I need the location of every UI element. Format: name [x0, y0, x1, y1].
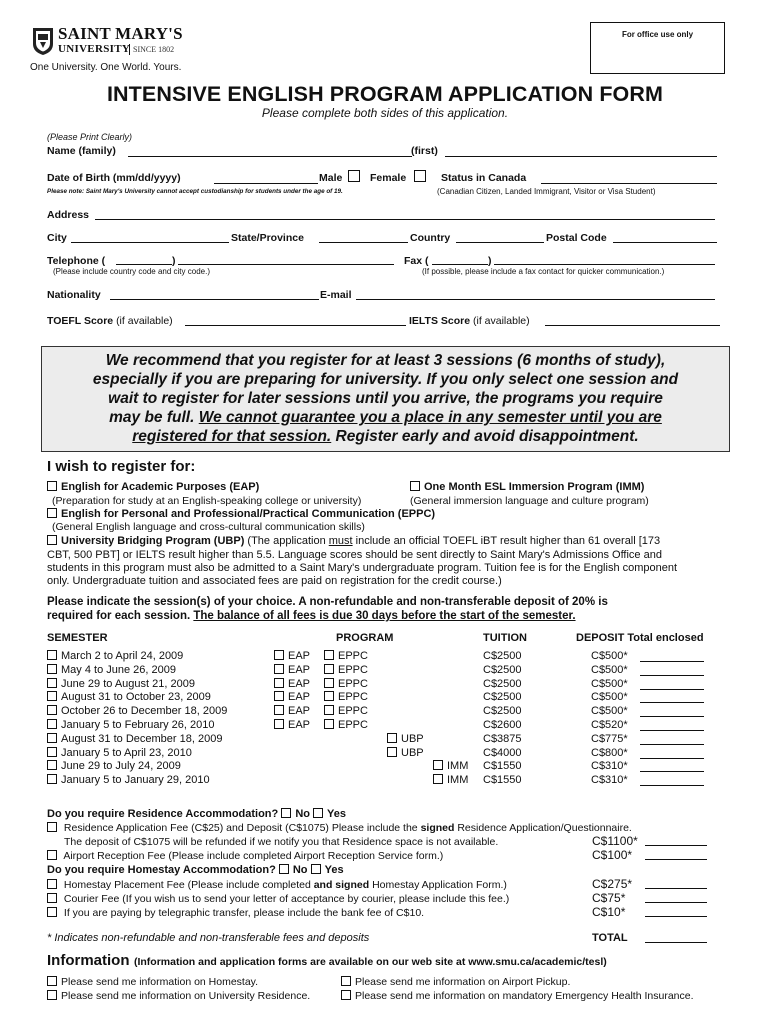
homestay-placement-option[interactable] [47, 879, 507, 891]
session-row-5-eap[interactable] [274, 719, 310, 731]
session-row-3-deposit-label: C$500* [591, 691, 628, 703]
office-use-label: For office use only [621, 30, 694, 39]
residence-fee-signed: signed [420, 822, 455, 834]
col-tuition: TUITION [483, 632, 527, 644]
session-row-2-semester-checkbox[interactable] [47, 678, 57, 688]
session-row-3-eap-checkbox[interactable] [274, 691, 284, 701]
session-row-9-total-field[interactable] [640, 785, 704, 786]
airport-info-checkbox[interactable] [341, 976, 351, 986]
session-row-1-semester-checkbox[interactable] [47, 664, 57, 674]
session-row-9-semester[interactable] [47, 774, 210, 786]
ubp-desc-line-3: students in this program must also be admitted to a Saint Mary's undergraduate program. Tuition fee is for the English component [47, 562, 678, 574]
session-row-1-eap-checkbox[interactable] [274, 664, 284, 674]
state-label: State/Province [231, 232, 304, 244]
session-row-3-total-field[interactable] [640, 702, 704, 703]
residence-no-label: No [295, 808, 314, 820]
dob-label: Date of Birth (mm/dd/yyyy) [47, 172, 181, 184]
session-row-8-tuition [483, 760, 522, 772]
session-row-4-deposit [591, 705, 628, 717]
health-info-label: Please send me information on mandatory Emergency Health Insurance. [355, 990, 694, 1002]
session-row-1-eppc[interactable] [324, 664, 368, 676]
session-row-0-tuition-label: C$2500 [483, 650, 522, 662]
nationality-field[interactable] [110, 299, 319, 300]
telephone-field[interactable] [178, 264, 394, 265]
eap-option[interactable] [47, 481, 259, 493]
session-row-1-eppc-checkbox[interactable] [324, 664, 334, 674]
imm-label: One Month ESL Immersion Program [424, 481, 613, 493]
session-row-5-eppc-label: EPPC [338, 719, 368, 731]
logo-university: UNIVERSITY [58, 43, 131, 55]
session-row-1-tuition-label: C$2500 [483, 664, 522, 676]
status-label: Status in Canada [441, 172, 527, 184]
airport-reception-option[interactable] [47, 850, 443, 862]
eppc-checkbox[interactable] [47, 508, 57, 518]
homestay-question [47, 864, 344, 876]
session-row-5-tuition [483, 719, 522, 731]
col-program: PROGRAM [336, 632, 394, 644]
session-row-1-semester-label: May 4 to June 26, 2009 [61, 664, 176, 676]
address-field[interactable] [95, 219, 715, 220]
session-row-3-eppc-checkbox[interactable] [324, 691, 334, 701]
session-row-5-eppc-checkbox[interactable] [324, 719, 334, 729]
session-row-5-semester-checkbox[interactable] [47, 719, 57, 729]
information-heading: Information [47, 952, 130, 969]
session-row-7-deposit-label: C$800* [591, 747, 628, 759]
session-row-6-tuition-label: C$3875 [483, 733, 522, 745]
session-row-2-deposit [591, 678, 628, 690]
session-row-5-eap-label: EAP [288, 719, 311, 731]
session-row-9-deposit [591, 774, 628, 786]
session-row-8-semester-label: June 29 to July 24, 2009 [61, 760, 181, 772]
session-row-4-tuition [483, 705, 522, 717]
session-row-9-semester-checkbox[interactable] [47, 774, 57, 784]
session-row-1-total-field[interactable] [640, 675, 704, 676]
session-row-2-semester-label: June 29 to August 21, 2009 [61, 678, 195, 690]
session-row-5-deposit-label: C$520* [591, 719, 628, 731]
session-row-2-eppc-checkbox[interactable] [324, 678, 334, 688]
residence-fee-option[interactable] [47, 822, 632, 834]
homestay-info-checkbox[interactable] [47, 976, 57, 986]
courier-label: Courier Fee (If you wish us to send your letter of acceptance by courier, please include this fee.) [63, 893, 510, 905]
session-row-0-tuition [483, 650, 522, 662]
session-row-4-eppc-checkbox[interactable] [324, 705, 334, 715]
session-row-7-semester-label: January 5 to April 23, 2010 [61, 747, 192, 759]
toefl-if-available: (if available) [116, 315, 173, 327]
wire-label: If you are paying by telegraphic transfer, please include the bank fee of C$10. [63, 907, 425, 919]
session-row-8-semester[interactable] [47, 760, 181, 772]
logo-divider [129, 44, 131, 55]
residence-question [47, 808, 346, 820]
session-row-1-deposit-label: C$500* [591, 664, 628, 676]
residence-fee-total-field[interactable] [645, 845, 707, 846]
session-row-8-tuition-label: C$1550 [483, 760, 522, 772]
postal-field[interactable] [613, 242, 717, 243]
session-row-5-eap-checkbox[interactable] [274, 719, 284, 729]
imm-desc: (General immersion language and culture program) [410, 495, 649, 507]
logo-saint: SAINT MARY'S [58, 24, 183, 43]
ielts-field[interactable] [545, 325, 720, 326]
session-row-6-semester[interactable] [47, 733, 222, 745]
airport-reception-total-field[interactable] [645, 859, 707, 860]
session-row-8-total-field[interactable] [640, 771, 704, 772]
health-info-checkbox[interactable] [341, 990, 351, 1000]
session-row-1-semester[interactable] [47, 664, 176, 676]
session-row-5-tuition-label: C$2600 [483, 719, 522, 731]
session-row-7-deposit [591, 747, 628, 759]
residence-fee-checkbox[interactable] [47, 822, 57, 832]
airport-reception-checkbox[interactable] [47, 850, 57, 860]
session-row-3-eppc[interactable] [324, 691, 368, 703]
country-label: Country [410, 232, 451, 244]
session-row-2-semester[interactable] [47, 678, 195, 690]
total-field[interactable] [645, 942, 707, 943]
session-row-0-semester[interactable] [47, 650, 183, 662]
status-field[interactable] [541, 183, 717, 184]
session-row-4-eap-checkbox[interactable] [274, 705, 284, 715]
toefl-label: TOEFL Score [47, 315, 114, 327]
session-row-0-deposit-label: C$500* [591, 650, 628, 662]
telephone-note: (Please include country code and city code.) [53, 267, 210, 276]
eppc-desc: (General English language and cross-cultural communication skills) [52, 521, 365, 533]
session-row-8-imm[interactable] [433, 760, 468, 772]
airport-reception-label: Airport Reception Fee (Please include completed Airport Reception Service form.) [63, 850, 444, 862]
ubp-desc-b: include an official TOEFL iBT result higher than 61 overall [173 [352, 535, 661, 547]
session-row-3-deposit [591, 691, 628, 703]
session-row-7-ubp-label: UBP [401, 747, 424, 759]
session-row-4-semester[interactable] [47, 705, 227, 717]
session-row-9-semester-label: January 5 to January 29, 2010 [61, 774, 210, 786]
homestay-no-label: No [292, 864, 311, 876]
session-row-3-eap-label: EAP [288, 691, 311, 703]
eppc-option[interactable] [47, 508, 435, 520]
rec-line-5a: registered for that session. [132, 428, 332, 445]
session-row-0-deposit [591, 650, 628, 662]
residence-q-text: Do you require Residence Accommodation? [47, 808, 282, 820]
wire-total-field[interactable] [645, 916, 707, 917]
session-row-2-eppc-label: EPPC [338, 678, 368, 690]
wire-checkbox[interactable] [47, 907, 57, 917]
session-row-3-tuition-label: C$2500 [483, 691, 522, 703]
form-title: INTENSIVE ENGLISH PROGRAM APPLICATION FORM [106, 82, 664, 106]
courier-amount: C$75* [592, 891, 626, 905]
session-row-0-eap-checkbox[interactable] [274, 650, 284, 660]
ielts-label-group [409, 315, 530, 327]
residence-yes-label: Yes [327, 808, 347, 820]
fax-label: Fax ( [404, 255, 429, 267]
telephone-area-field[interactable] [116, 264, 172, 265]
session-row-6-semester-label: August 31 to December 18, 2009 [61, 733, 223, 745]
eap-checkbox[interactable] [47, 481, 57, 491]
session-row-0-eap-label: EAP [288, 650, 311, 662]
session-row-7-semester-checkbox[interactable] [47, 747, 57, 757]
sessions-intro-2a: required for each session. [47, 610, 194, 622]
sessions-intro-2 [47, 610, 576, 622]
residence-no-checkbox[interactable] [281, 808, 291, 818]
homestay-placement-c: Homestay Application Form.) [369, 879, 507, 891]
email-field[interactable] [356, 299, 715, 300]
homestay-info-label: Please send me information on Homestay. [61, 976, 259, 988]
session-row-9-imm[interactable] [433, 774, 468, 786]
session-row-0-eppc-checkbox[interactable] [324, 650, 334, 660]
airport-info-option[interactable] [341, 976, 570, 988]
session-row-6-ubp-label: UBP [401, 733, 424, 745]
office-use-box [590, 22, 725, 74]
ubp-desc-line-2: CBT, 500 PBT] or IELTS result higher than 5.5. Language scores should be sent directly to Saint Mary's Admissions Office and [47, 549, 662, 561]
ubp-must: must [328, 535, 353, 547]
homestay-yes-checkbox[interactable] [311, 864, 321, 874]
homestay-placement-checkbox[interactable] [47, 879, 57, 889]
session-row-6-deposit [591, 733, 628, 745]
rec-line-2: especially if you are preparing for university. If you only select one session and [92, 371, 679, 388]
rec-line-4b: We cannot guarantee you a place in any semester until you are [198, 409, 662, 426]
sessions-intro-2b: The balance of all fees is due 30 days before the start of the semester. [193, 610, 576, 622]
name-family-label: Name (family) [47, 145, 116, 157]
email-label: E-mail [320, 289, 352, 301]
rec-line-4a: may be full. [109, 409, 199, 426]
session-row-2-eppc[interactable] [324, 678, 368, 690]
session-row-0-semester-label: March 2 to April 24, 2009 [61, 650, 184, 662]
ubp-checkbox[interactable] [47, 535, 57, 545]
col-deposit: DEPOSIT Total enclosed [576, 632, 704, 644]
toefl-label-group [47, 315, 173, 327]
session-row-4-eap-label: EAP [288, 705, 311, 717]
session-row-4-eap[interactable] [274, 705, 310, 717]
male-label: Male [319, 172, 343, 184]
information-line [47, 952, 607, 970]
logo-since: SINCE 1802 [133, 45, 175, 54]
female-checkbox[interactable] [414, 170, 426, 182]
name-family-field[interactable] [128, 156, 412, 157]
sessions-intro-1: Please indicate the session(s) of your choice. A non-refundable and non-transferable deposit of 20% is [47, 596, 608, 608]
session-row-7-semester[interactable] [47, 747, 192, 759]
courier-option[interactable] [47, 893, 509, 905]
rec-line-4 [42, 408, 729, 427]
rec-line-5b: Register early and avoid disappointment. [331, 428, 639, 445]
ubp-option[interactable] [47, 535, 660, 547]
session-row-7-total-field[interactable] [640, 758, 704, 759]
session-row-0-semester-checkbox[interactable] [47, 650, 57, 660]
session-row-2-tuition-label: C$2500 [483, 678, 522, 690]
wire-option[interactable] [47, 907, 424, 919]
session-row-8-deposit [591, 760, 628, 772]
male-checkbox[interactable] [348, 170, 360, 182]
residence-yes-checkbox[interactable] [313, 808, 323, 818]
residence-info-checkbox[interactable] [47, 990, 57, 1000]
homestay-placement-amount: C$275* [592, 877, 633, 891]
telephone-label: Telephone ( [47, 255, 106, 267]
tagline: One University. One World. Yours. [30, 62, 182, 73]
eppc-label: English for Personal and Professional/Practical Communication (EPPC) [61, 508, 436, 520]
fax-field[interactable] [494, 264, 715, 265]
residence-fee-amount: C$1100* [592, 834, 638, 848]
recommendation-box [41, 346, 730, 452]
state-field[interactable] [319, 242, 408, 243]
homestay-yes-label: Yes [324, 864, 344, 876]
residence-fee-b: Residence Application/Questionnaire. [454, 822, 632, 834]
session-row-5-eppc[interactable] [324, 719, 368, 731]
session-row-1-eppc-label: EPPC [338, 664, 368, 676]
eap-code: (EAP) [229, 481, 260, 493]
session-row-8-deposit-label: C$310* [591, 760, 628, 772]
session-row-6-ubp[interactable] [387, 733, 424, 745]
session-row-9-imm-label: IMM [447, 774, 469, 786]
rec-line-5 [42, 427, 729, 446]
session-row-5-deposit [591, 719, 628, 731]
session-row-8-imm-checkbox[interactable] [433, 760, 443, 770]
fax-paren: ) [488, 255, 492, 267]
session-row-2-deposit-label: C$500* [591, 678, 628, 690]
session-row-6-tuition [483, 733, 522, 745]
subtitle: Please complete both sides of this application. [261, 106, 509, 120]
address-label: Address [47, 209, 90, 221]
homestay-placement-a: Homestay Placement Fee (Please include completed [63, 879, 314, 891]
total-label: TOTAL [592, 932, 628, 944]
session-row-9-tuition-label: C$1550 [483, 774, 522, 786]
session-row-5-semester[interactable] [47, 719, 214, 731]
session-row-2-total-field[interactable] [640, 689, 704, 690]
residence-refund-note: The deposit of C$1075 will be refunded if we notify you that Residence space is not available. [64, 836, 499, 848]
nonrefundable-note: * Indicates non-refundable and non-transferable fees and deposits [47, 932, 370, 944]
airport-reception-amount: C$100* [592, 848, 633, 862]
ubp-desc-line-4: only. Undergraduate tuition and associated fees are paid on registration for the credit course.) [47, 575, 502, 587]
session-row-0-eap[interactable] [274, 650, 310, 662]
fax-area-field[interactable] [432, 264, 488, 265]
courier-checkbox[interactable] [47, 893, 57, 903]
session-row-9-tuition [483, 774, 522, 786]
ielts-if-available: (if available) [473, 315, 530, 327]
session-row-0-eppc-label: EPPC [338, 650, 368, 662]
session-row-1-tuition [483, 664, 522, 676]
ielts-label: IELTS Score [409, 315, 471, 327]
homestay-no-checkbox[interactable] [279, 864, 289, 874]
rec-line-3: wait to register for later sessions until you arrive, the programs you require [108, 390, 663, 407]
ubp-desc-a: (The application [244, 535, 329, 547]
session-row-3-semester-checkbox[interactable] [47, 691, 57, 701]
homestay-info-option[interactable] [47, 976, 258, 988]
city-label: City [47, 232, 67, 244]
name-first-field[interactable] [445, 156, 717, 157]
eap-label: English for Academic Purposes [61, 481, 227, 493]
imm-option[interactable] [410, 481, 644, 493]
session-row-5-total-field[interactable] [640, 730, 704, 731]
airport-info-label: Please send me information on Airport Pickup. [355, 976, 571, 988]
telephone-paren: ) [172, 255, 176, 267]
postal-label: Postal Code [546, 232, 607, 244]
session-row-1-eap-label: EAP [288, 664, 311, 676]
session-row-3-tuition [483, 691, 522, 703]
health-info-option[interactable] [341, 990, 694, 1002]
eap-desc: (Preparation for study at an English-speaking college or university) [52, 495, 362, 507]
session-row-9-deposit-label: C$310* [591, 774, 628, 786]
session-row-6-total-field[interactable] [640, 744, 704, 745]
homestay-placement-b: and signed [313, 879, 370, 891]
print-clearly-note: (Please Print Clearly) [47, 132, 133, 142]
session-row-7-ubp[interactable] [387, 747, 424, 759]
register-heading: I wish to register for: [47, 458, 196, 475]
session-row-1-eap[interactable] [274, 664, 310, 676]
session-row-0-eppc[interactable] [324, 650, 368, 662]
female-label: Female [370, 172, 407, 184]
fax-note: (If possible, please include a fax contact for quicker communication.) [422, 267, 665, 276]
session-row-3-eppc-label: EPPC [338, 691, 368, 703]
session-row-8-imm-label: IMM [447, 760, 469, 772]
imm-checkbox[interactable] [410, 481, 420, 491]
residence-info-label: Please send me information on University Residence. [61, 990, 311, 1002]
ubp-label: University Bridging Program (UBP) [61, 535, 245, 547]
nationality-label: Nationality [47, 289, 101, 301]
session-row-1-deposit [591, 664, 628, 676]
session-row-4-eppc[interactable] [324, 705, 368, 717]
information-note: (Information and application forms are available on our web site at www.smu.ca/academic/tesl) [133, 956, 607, 968]
session-row-4-tuition-label: C$2500 [483, 705, 522, 717]
country-field[interactable] [456, 242, 544, 243]
wire-amount: C$10* [592, 905, 626, 919]
city-field[interactable] [71, 242, 229, 243]
session-row-4-eppc-label: EPPC [338, 705, 368, 717]
session-row-4-semester-checkbox[interactable] [47, 705, 57, 715]
custody-note: Please note: Saint Mary's University cannot accept custodianship for students under the age of 19. [47, 188, 343, 195]
session-row-2-tuition [483, 678, 522, 690]
session-row-2-eap-label: EAP [288, 678, 311, 690]
session-row-0-total-field[interactable] [640, 661, 704, 662]
session-row-6-ubp-checkbox[interactable] [387, 733, 397, 743]
session-row-7-tuition [483, 747, 522, 759]
session-row-2-eap-checkbox[interactable] [274, 678, 284, 688]
session-row-3-semester[interactable] [47, 691, 211, 703]
university-crest-icon [32, 26, 54, 56]
name-first-label: (first) [411, 145, 438, 157]
session-row-4-semester-label: October 26 to December 18, 2009 [61, 705, 228, 717]
session-row-6-semester-checkbox[interactable] [47, 733, 57, 743]
courier-total-field[interactable] [645, 902, 707, 903]
homestay-placement-total-field[interactable] [645, 888, 707, 889]
session-row-3-semester-label: August 31 to October 23, 2009 [61, 691, 211, 703]
session-row-7-tuition-label: C$4000 [483, 747, 522, 759]
session-row-9-imm-checkbox[interactable] [433, 774, 443, 784]
session-row-4-total-field[interactable] [640, 716, 704, 717]
toefl-field[interactable] [185, 325, 406, 326]
residence-info-option[interactable] [47, 990, 310, 1002]
imm-code: (IMM) [615, 481, 645, 493]
col-semester: SEMESTER [47, 632, 108, 644]
dob-field[interactable] [214, 183, 318, 184]
residence-fee-a: Residence Application Fee (C$25) and Deposit (C$1075) Please include the [63, 822, 421, 834]
session-row-8-semester-checkbox[interactable] [47, 760, 57, 770]
session-row-2-eap[interactable] [274, 678, 310, 690]
session-row-5-semester-label: January 5 to February 26, 2010 [61, 719, 215, 731]
rec-line-1: We recommend that you register for at least 3 sessions (6 months of study), [105, 352, 666, 369]
session-row-6-deposit-label: C$775* [591, 733, 628, 745]
session-row-7-ubp-checkbox[interactable] [387, 747, 397, 757]
status-note: (Canadian Citizen, Landed Immigrant, Visitor or Visa Student) [437, 187, 656, 196]
session-row-4-deposit-label: C$500* [591, 705, 628, 717]
recommendation-text [42, 347, 729, 446]
session-row-3-eap[interactable] [274, 691, 310, 703]
homestay-q-text: Do you require Homestay Accommodation? [47, 864, 279, 876]
